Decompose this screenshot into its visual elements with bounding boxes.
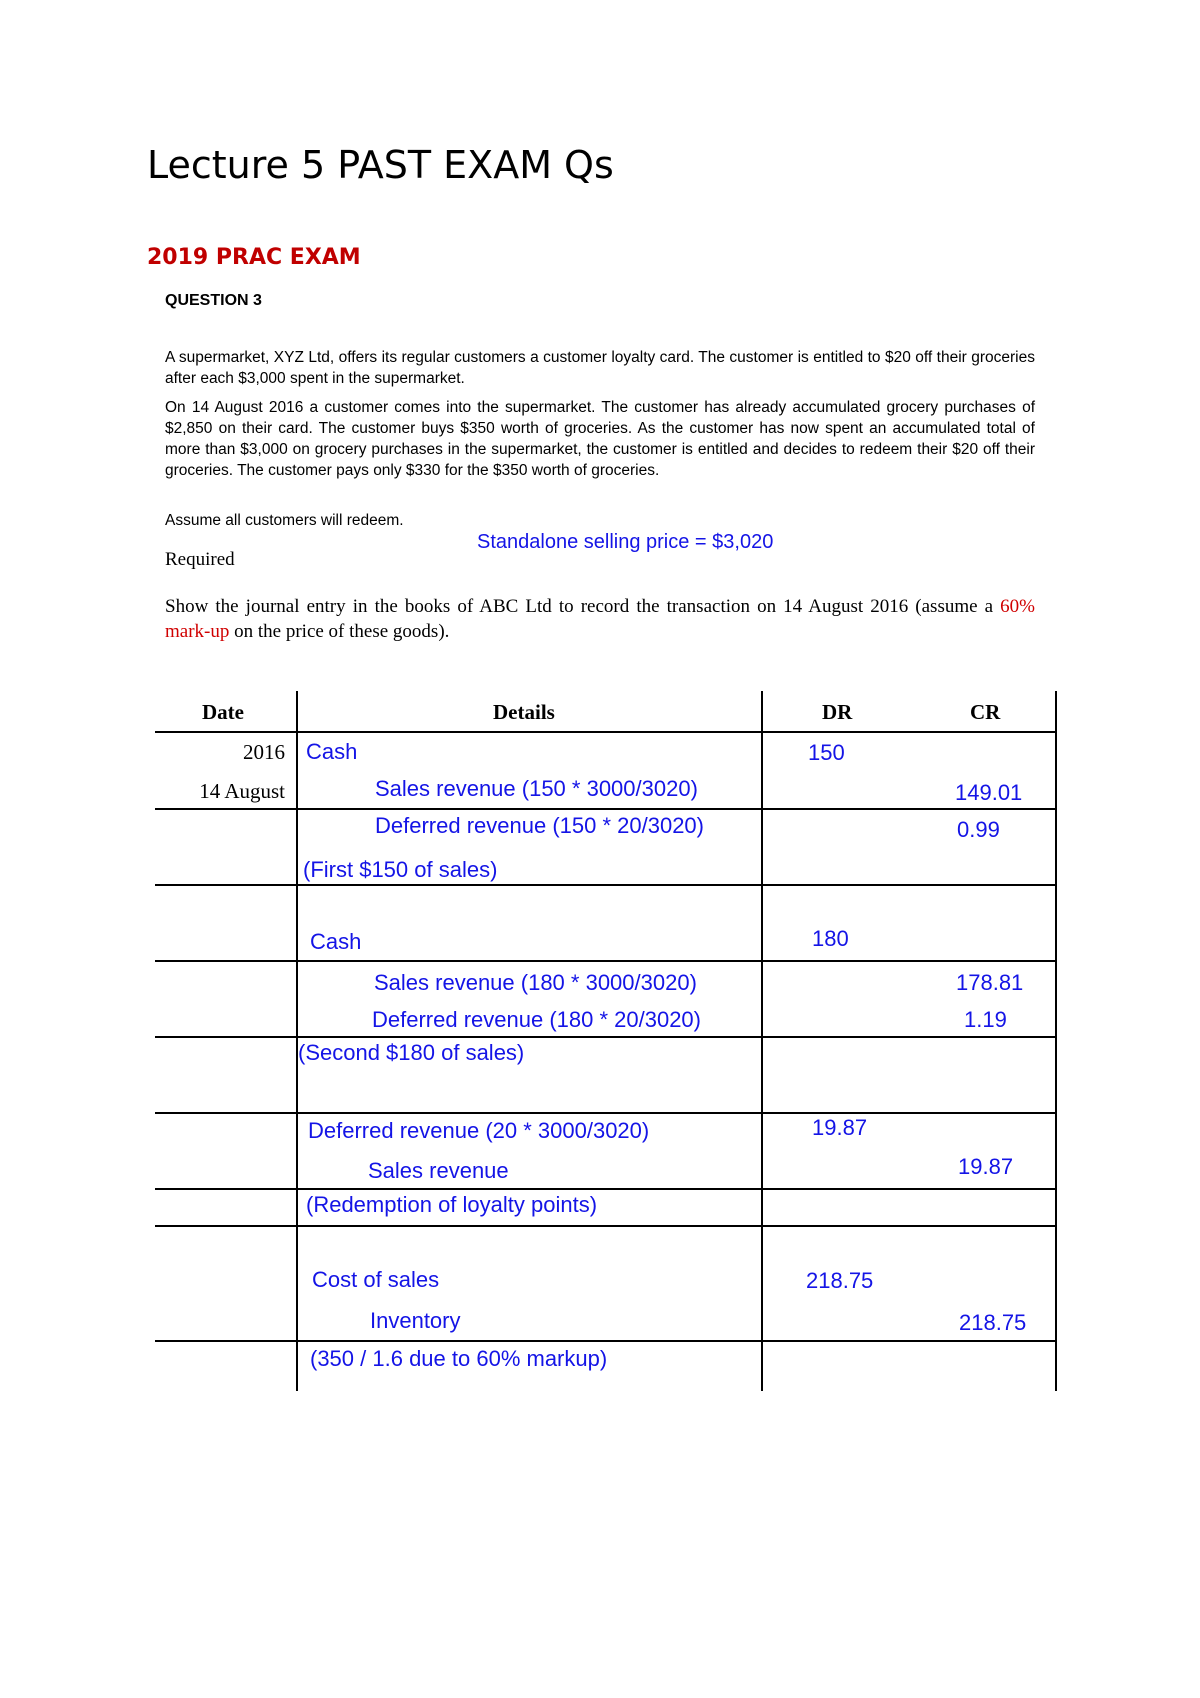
entry-cash-1: Cash (306, 739, 358, 764)
table-rule (155, 1188, 1056, 1190)
section-title: 2019 PRAC EXAM (147, 245, 361, 270)
entry-cash-2: Cash (310, 929, 362, 954)
entry-deferred-3-dr: 19.87 (812, 1115, 868, 1140)
table-rule (155, 1340, 1056, 1342)
table-divider-right (1055, 691, 1057, 1391)
instruction-text (165, 594, 1035, 644)
date-year: 2016 (243, 740, 285, 764)
instruction-after: on the price of these goods). (229, 621, 450, 642)
entry-note-4: (350 / 1.6 due to 60% markup) (310, 1346, 608, 1371)
entry-deferred-2-cr: 1.19 (964, 1007, 1007, 1032)
entry-note-3: (Redemption of loyalty points) (306, 1192, 598, 1217)
header-date: Date (202, 700, 244, 724)
table-rule (155, 960, 1056, 962)
entry-cash-1-dr: 150 (808, 740, 845, 765)
required-label: Required (165, 549, 235, 570)
table-rule (155, 1225, 1056, 1227)
entry-sales-2: Sales revenue (180 * 3000/3020) (374, 970, 697, 995)
question-paragraph-2: On 14 August 2016 a customer comes into the supermarket. The customer has already accumulated grocery purchases of $2,850 on their card. The customer buys $350 worth of groceries. As the customer has now spent an accumulated total of more than $3,000 on grocery purchases in the supermarket, the customer is entitled and decides to redeem their $20 off their groceries. The customer pays only $330 for the $350 worth of groceries. (165, 399, 1035, 479)
table-rule (155, 884, 1056, 886)
entry-cost-of-sales: Cost of sales (312, 1267, 440, 1292)
entry-cash-2-dr: 180 (812, 926, 849, 951)
standalone-price-note: Standalone selling price = $3,020 (477, 531, 774, 553)
header-details: Details (493, 700, 555, 724)
header-cr: CR (970, 700, 1001, 724)
table-rule (155, 808, 1056, 810)
entry-deferred-3: Deferred revenue (20 * 3000/3020) (308, 1118, 650, 1143)
entry-sales-1: Sales revenue (150 * 3000/3020) (375, 776, 698, 801)
entry-inventory-cr: 218.75 (959, 1310, 1027, 1335)
instruction-highlight: 60% mark-up (165, 596, 1035, 642)
header-dr: DR (822, 700, 853, 724)
entry-deferred-1-cr: 0.99 (957, 817, 1000, 842)
entry-sales-3-cr: 19.87 (958, 1154, 1014, 1179)
entry-note-1: (First $150 of sales) (303, 857, 498, 882)
entry-sales-2-cr: 178.81 (956, 970, 1024, 995)
entry-inventory: Inventory (370, 1308, 461, 1333)
entry-sales-1-cr: 149.01 (955, 780, 1023, 805)
date-day: 14 August (199, 779, 285, 803)
entry-deferred-2: Deferred revenue (180 * 20/3020) (372, 1007, 701, 1032)
entry-note-2: (Second $180 of sales) (298, 1040, 525, 1065)
entry-sales-3: Sales revenue (368, 1158, 509, 1183)
table-rule (155, 731, 1056, 733)
table-rule (155, 1036, 1056, 1038)
entry-cost-of-sales-dr: 218.75 (806, 1268, 874, 1293)
page-title: Lecture 5 PAST EXAM Qs (147, 143, 614, 187)
table-divider-details (761, 691, 763, 1391)
question-paragraph-1: A supermarket, XYZ Ltd, offers its regular customers a customer loyalty card. The customer is entitled to $20 off their groceries after each $3,000 spent in the supermarket. (165, 349, 1035, 387)
question-paragraph-3: Assume all customers will redeem. (165, 512, 404, 529)
instruction-before: Show the journal entry in the books of ABC Ltd to record the transaction on 14 August 2016 (assume a (165, 596, 1001, 617)
question-label: QUESTION 3 (165, 292, 262, 309)
entry-deferred-1: Deferred revenue (150 * 20/3020) (375, 813, 704, 838)
table-rule (155, 1112, 1056, 1114)
